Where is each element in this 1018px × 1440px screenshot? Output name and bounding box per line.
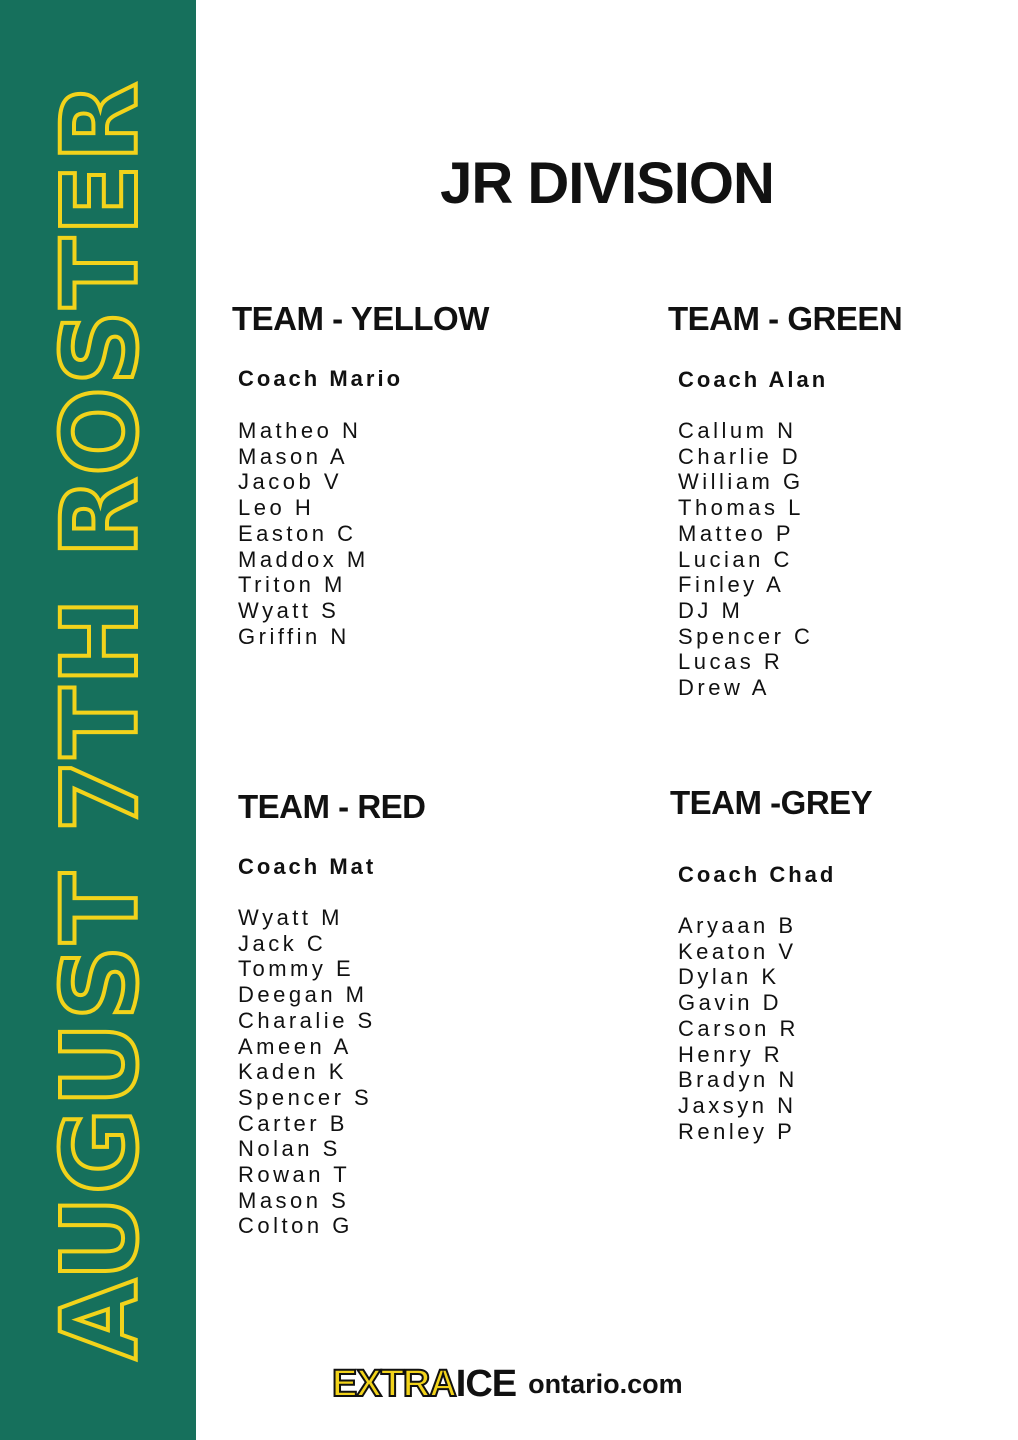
player-item: Easton C	[238, 520, 357, 546]
player-item: Drew A	[678, 675, 770, 701]
player-item: Jaxsyn N	[678, 1092, 797, 1118]
player-item: Henry R	[678, 1041, 784, 1067]
player-item: Spencer C	[678, 623, 814, 649]
player-item: Carter B	[238, 1110, 348, 1136]
team-red	[238, 788, 426, 1239]
player-item: Gavin D	[678, 990, 782, 1016]
roster-date-title: AUGUST 7TH ROSTER	[39, 80, 161, 1360]
team-yellow	[232, 300, 489, 649]
team-green	[668, 300, 903, 701]
logo-domain-text: ontario.com	[528, 1368, 683, 1399]
player-item: Tommy E	[238, 956, 355, 982]
player-item: Maddox M	[238, 546, 369, 572]
player-item: Matteo P	[678, 520, 795, 546]
player-item: Keaton V	[678, 938, 797, 964]
player-list	[678, 913, 799, 1144]
team-name: TEAM -GREY	[670, 784, 873, 821]
player-item: Finley A	[678, 572, 785, 598]
coach-name: Coach Alan	[678, 367, 829, 392]
player-item: Bradyn N	[678, 1067, 798, 1093]
player-item: Rowan T	[238, 1162, 351, 1188]
player-item: Callum N	[678, 418, 797, 443]
player-item: Jack C	[238, 930, 327, 956]
player-item: Triton M	[238, 572, 346, 598]
player-item: Thomas L	[678, 495, 804, 521]
team-name: TEAM - YELLOW	[232, 300, 489, 337]
player-list	[678, 418, 813, 701]
logo-extra-text: EXTRA	[332, 1362, 456, 1405]
player-item: Lucas R	[678, 649, 784, 675]
coach-name: Coach Chad	[678, 862, 837, 887]
player-list	[238, 905, 376, 1239]
player-item: Dylan K	[678, 964, 780, 990]
coach-name: Coach Mario	[238, 366, 404, 391]
player-item: Renley P	[678, 1118, 796, 1144]
player-item: Leo H	[238, 495, 315, 521]
coach-name: Coach Mat	[238, 854, 377, 879]
player-item: DJ M	[678, 597, 744, 623]
player-item: Carson R	[678, 1015, 799, 1041]
player-item: Lucian C	[678, 546, 793, 572]
player-item: Kaden K	[238, 1059, 347, 1085]
division-title: JR DIVISION	[440, 151, 774, 216]
player-item: Mason S	[238, 1187, 350, 1213]
player-list	[238, 418, 369, 649]
player-item: Deegan M	[238, 982, 368, 1008]
player-item: Spencer S	[238, 1084, 373, 1110]
player-item: Charalie S	[238, 1007, 376, 1033]
player-item: Colton G	[238, 1213, 353, 1239]
player-item: Griffin N	[238, 623, 350, 649]
player-item: Nolan S	[238, 1136, 341, 1162]
sidebar	[0, 0, 196, 1440]
player-item: Jacob V	[238, 469, 342, 495]
logo-ice-text: ICE	[455, 1362, 517, 1405]
player-item: Wyatt S	[238, 597, 340, 623]
player-item: Matheo N	[238, 418, 362, 443]
extraice-logo	[332, 1362, 683, 1406]
player-item: Ameen A	[238, 1033, 352, 1059]
player-item: Wyatt M	[238, 905, 343, 930]
player-item: Charlie D	[678, 443, 802, 469]
player-item: Mason A	[238, 443, 349, 469]
player-item: William G	[678, 469, 804, 495]
team-grey	[670, 784, 873, 1144]
team-name: TEAM - GREEN	[668, 300, 903, 337]
player-item: Aryaan B	[678, 913, 797, 938]
team-name: TEAM - RED	[238, 788, 426, 825]
